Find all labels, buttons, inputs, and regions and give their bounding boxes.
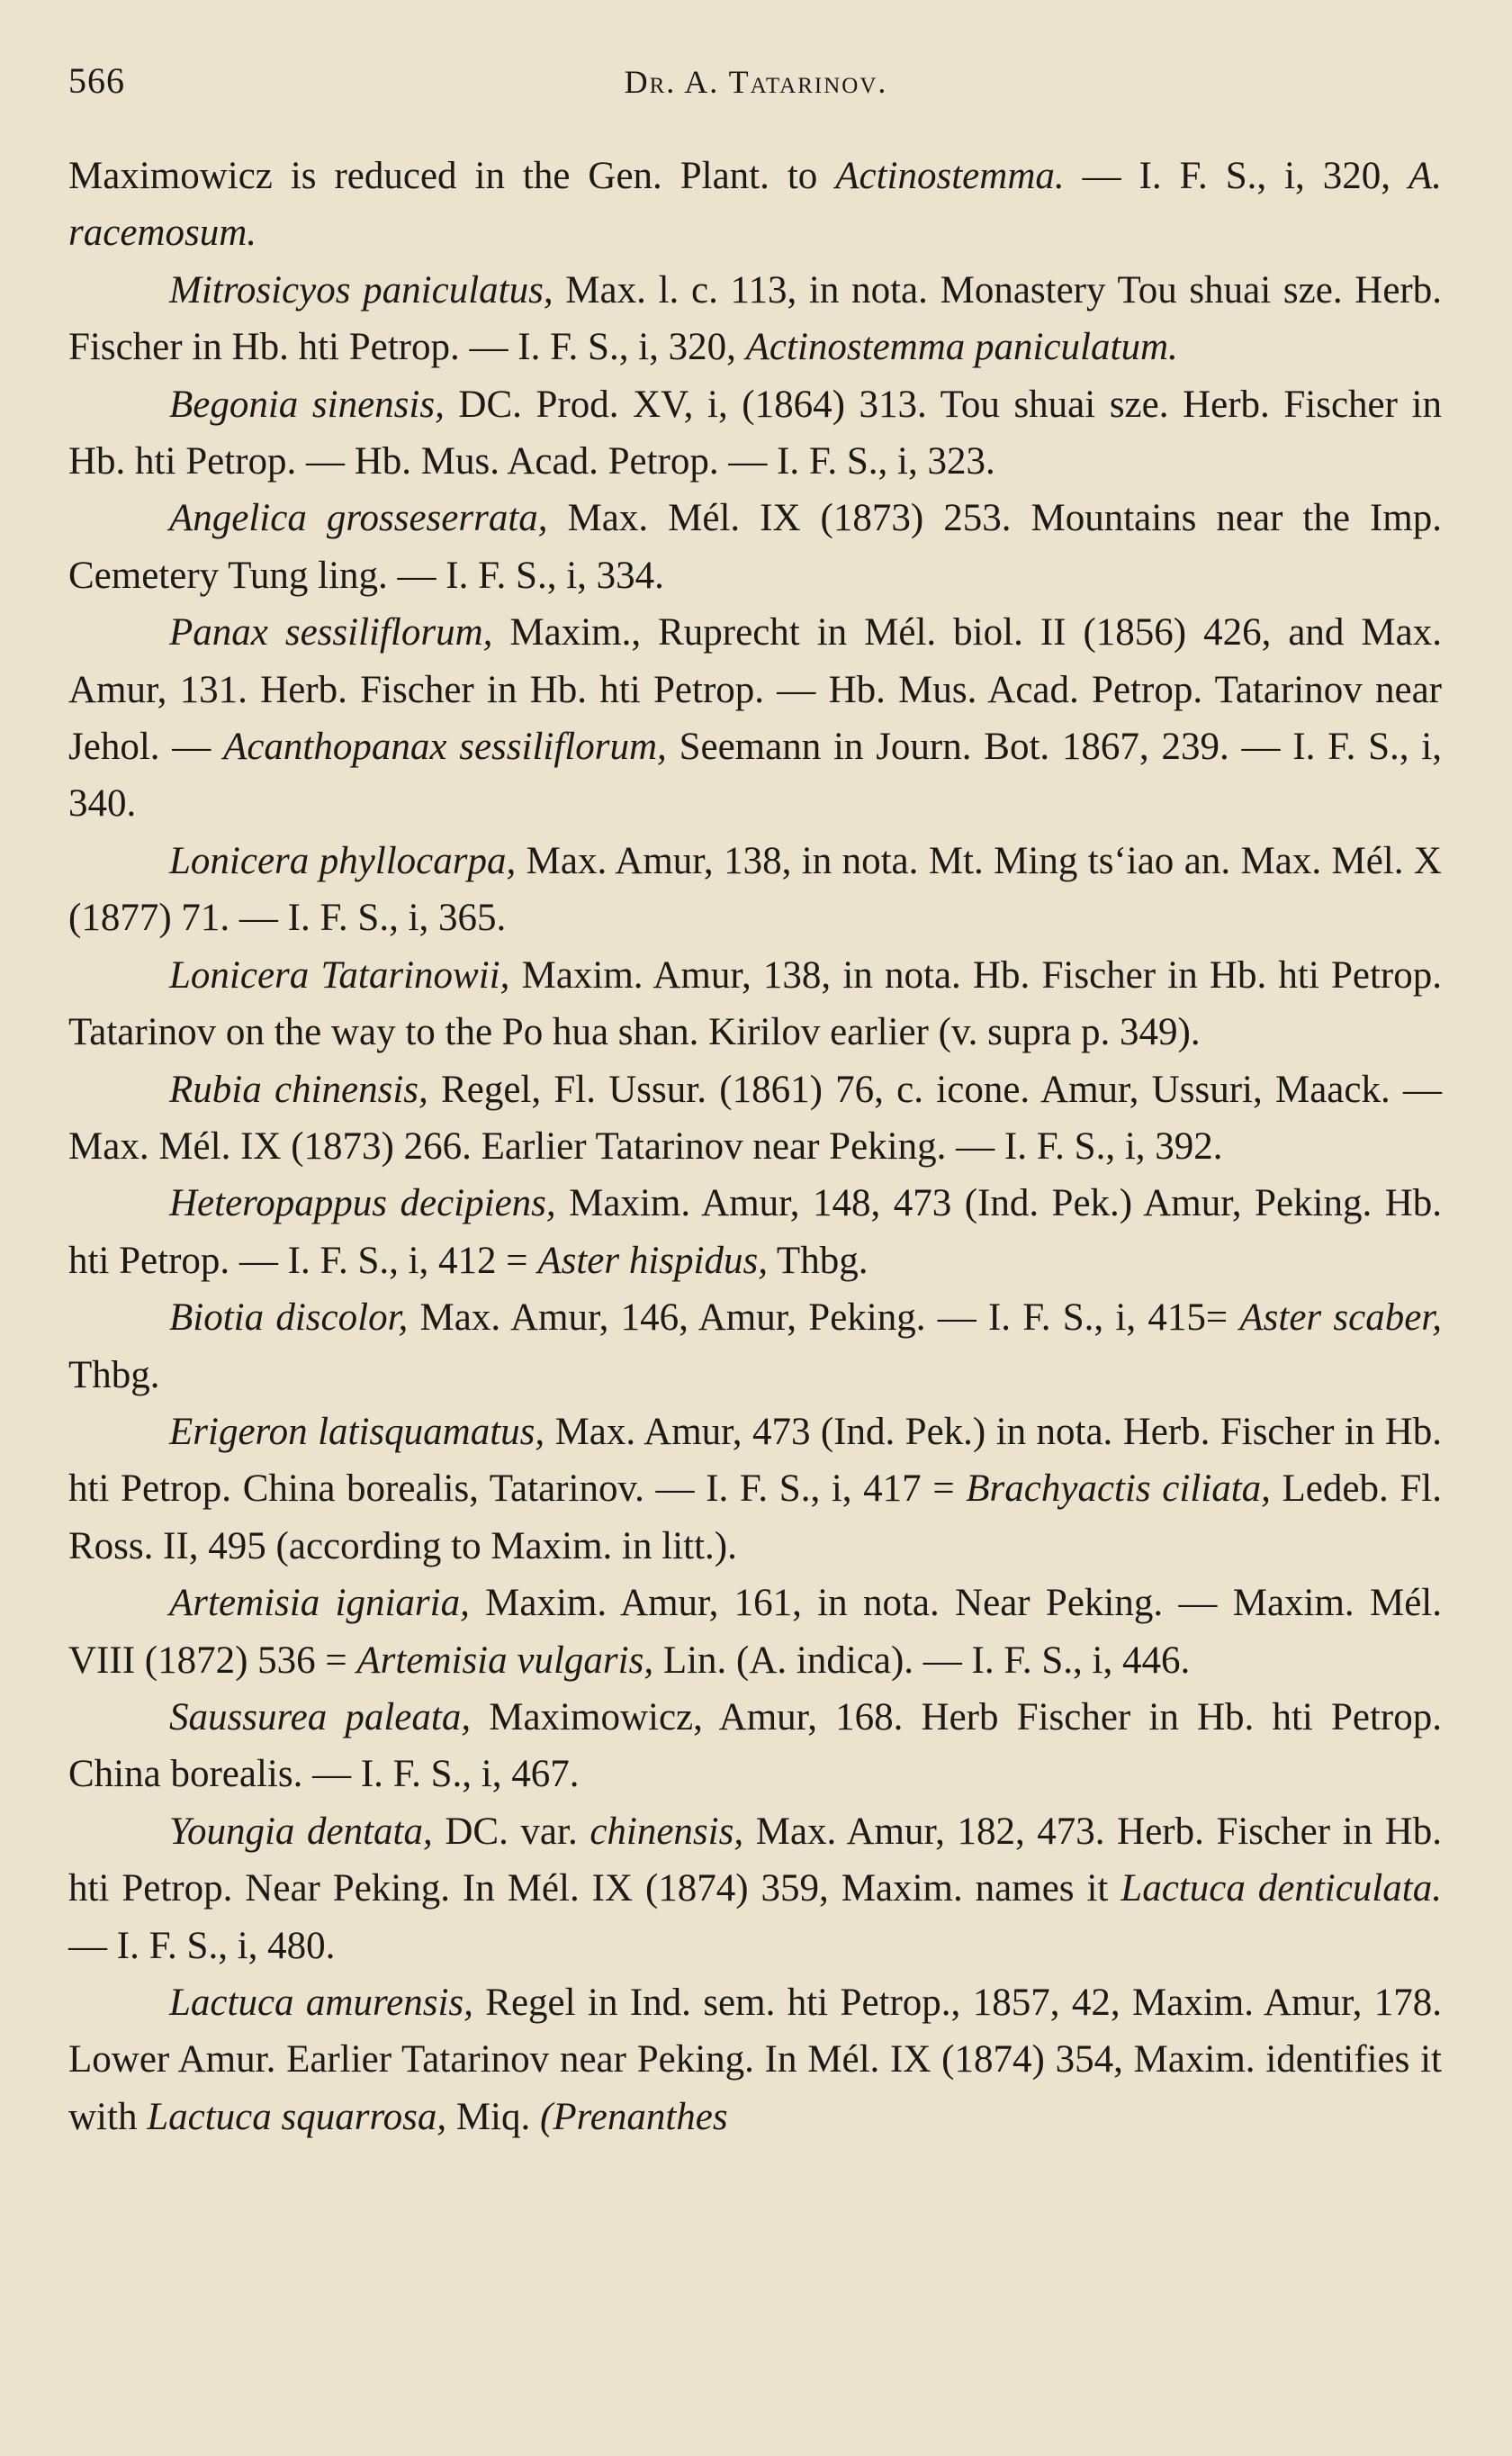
italic-name: Acanthopanax sessiliflorum, <box>223 726 667 769</box>
page-header <box>68 54 1444 117</box>
species-entry <box>68 604 1442 833</box>
italic-name: Aster hispidus, <box>537 1239 768 1282</box>
italic-name: Saussurea paleata, <box>169 1695 472 1738</box>
italic-name: Lonicera phyllocarpa, <box>169 839 517 882</box>
species-entry <box>68 1974 1442 2145</box>
citation-text: Max. Amur, 473 (Ind. Pek.) in nota. Herb. Fischer in Hb. hti Petrop. China borealis, Tatarinov. — I. F. S., i, 417 = <box>68 1410 1443 1511</box>
italic-name: Lactuca squarrosa, <box>147 2095 447 2138</box>
body-text <box>68 148 1442 2145</box>
italic-name: Mitrosicyos paniculatus, <box>169 268 554 312</box>
species-entry <box>68 490 1442 604</box>
citation-text: Maxim. Amur, 148, 473 (Ind. Pek.) Amur, Peking. Hb. hti Petrop. — I. F. S., i, 412 = <box>68 1182 1442 1282</box>
italic-name: Brachyactis ciliata, <box>966 1467 1271 1511</box>
citation-text: Max. l. c. 113, in nota. Monastery Tou shuai sze. Herb. Fischer in Hb. hti Petrop. — I. F. S., i, 320, <box>68 268 1442 369</box>
italic-name: Heteropappus decipiens, <box>169 1182 556 1225</box>
page-number: 566 <box>68 60 125 101</box>
italic-name: Angelica grosseserrata, <box>169 497 548 540</box>
italic-name: chinensis, <box>590 1810 744 1853</box>
italic-name: Lonicera Tatarinowii, <box>169 953 510 997</box>
continued-paragraph <box>68 148 1442 262</box>
citation-text: Seemann in Journ. Bot. 1867, 239. — I. F. S., i, 340. <box>68 726 1442 826</box>
italic-name: A. racemosum. <box>68 155 1442 255</box>
citation-text: Max. Amur, 182, 473. Herb. Fischer in Hb. hti Petrop. Near Peking. In Mél. IX (1874) 359, Maxim. names it <box>68 1810 1442 1910</box>
citation-text: Maxim. Amur, 138, in nota. Hb. Fischer in Hb. hti Petrop. Tatarinov on the way to the Po hua shan. Kirilov earlier (v. supra p. 349). <box>68 953 1443 1054</box>
species-entry <box>68 1575 1442 1689</box>
citation-text: Lin. (A. indica). — I. F. S., i, 446. <box>653 1639 1191 1682</box>
citation-text: — I. F. S., i, 320, <box>1064 155 1408 197</box>
citation-text: Thbg. <box>767 1239 868 1282</box>
species-entry <box>68 833 1442 947</box>
citation-text: Thbg. <box>68 1353 160 1396</box>
citation-text: Max. Mél. IX (1873) 253. Mountains near the Imp. Cemetery Tung ling. — I. F. S., i, 334. <box>68 497 1442 597</box>
species-entry <box>68 376 1442 491</box>
citation-text: Ledeb. Fl. Ross. II, 495 (according to Maxim. in litt.). <box>68 1467 1442 1567</box>
italic-name: Actinostemma. <box>835 155 1065 197</box>
citation-text: — I. F. S., i, 480. <box>68 1924 336 1967</box>
species-entry <box>68 1803 1442 1974</box>
italic-name: Artemisia vulgaris, <box>356 1639 654 1682</box>
citation-text: DC. Prod. XV, i, (1864) 313. Tou shuai sze. Herb. Fischer in Hb. hti Petrop. — Hb. Mus. Acad. Petrop. — I. F. S., i, 323. <box>68 383 1442 483</box>
italic-name: Lactuca amurensis, <box>169 1982 473 2024</box>
citation-text: Miq. <box>446 2095 541 2138</box>
citation-text: Regel, Fl. Ussur. (1861) 76, c. icone. Amur, Ussuri, Maack. — Max. Mél. IX (1873) 266. Earlier Tatarinov near Peking. — I. F. S., i, 392. <box>68 1068 1442 1168</box>
italic-name: Biotia discolor, <box>169 1296 409 1340</box>
italic-name: Erigeron latisquamatus, <box>169 1410 545 1453</box>
italic-name: Panax sessiliflorum, <box>169 611 493 655</box>
running-head: Dr. A. Tatarinov. <box>624 64 888 100</box>
citation-text: Maxim. Amur, 161, in nota. Near Peking. — Maxim. Mél. VIII (1872) 536 = <box>68 1582 1442 1682</box>
citation-text: Maximowicz, Amur, 168. Herb Fischer in Hb. hti Petrop. China borealis. — I. F. S., i, 467. <box>68 1695 1443 1796</box>
italic-name: Begonia sinensis, <box>169 383 445 426</box>
species-entry <box>68 1175 1442 1289</box>
italic-name: Actinostemma paniculatum. <box>745 326 1178 369</box>
italic-name: Aster scaber, <box>1239 1296 1443 1340</box>
species-entry <box>68 262 1442 376</box>
citation-text: Maximowicz is reduced in the Gen. Plant. to <box>68 155 836 197</box>
species-entry <box>68 1289 1442 1404</box>
italic-name: Youngia dentata, <box>169 1810 433 1853</box>
species-entry <box>68 1404 1442 1575</box>
species-entry <box>68 1061 1442 1176</box>
citation-text: Regel in Ind. sem. hti Petrop., 1857, 42, Maxim. Amur, 178. Lower Amur. Earlier Tatarinov near Peking. In Mél. IX (1874) 354, Maxim. identifies it with <box>68 1982 1442 2138</box>
italic-name: Lactuca denticulata. <box>1120 1867 1442 1910</box>
species-entry <box>68 1689 1442 1803</box>
citation-text: Max. Amur, 146, Amur, Peking. — I. F. S., i, 415= <box>408 1296 1240 1340</box>
italic-name: (Prenanthes <box>540 2095 728 2138</box>
italic-name: Rubia chinensis, <box>169 1068 428 1111</box>
species-entry <box>68 947 1442 1061</box>
citation-text: Max. Amur, 138, in nota. Mt. Ming ts‘iao an. Max. Mél. X (1877) 71. — I. F. S., i, 365. <box>68 839 1442 940</box>
italic-name: Artemisia igniaria, <box>169 1582 470 1625</box>
citation-text: DC. var. <box>432 1810 590 1853</box>
citation-text: Maxim., Ruprecht in Mél. biol. II (1856) 426, and Max. Amur, 131. Herb. Fischer in Hb. hti Petrop. — Hb. Mus. Acad. Petrop. Tatarinov near Jehol. — <box>68 611 1442 769</box>
